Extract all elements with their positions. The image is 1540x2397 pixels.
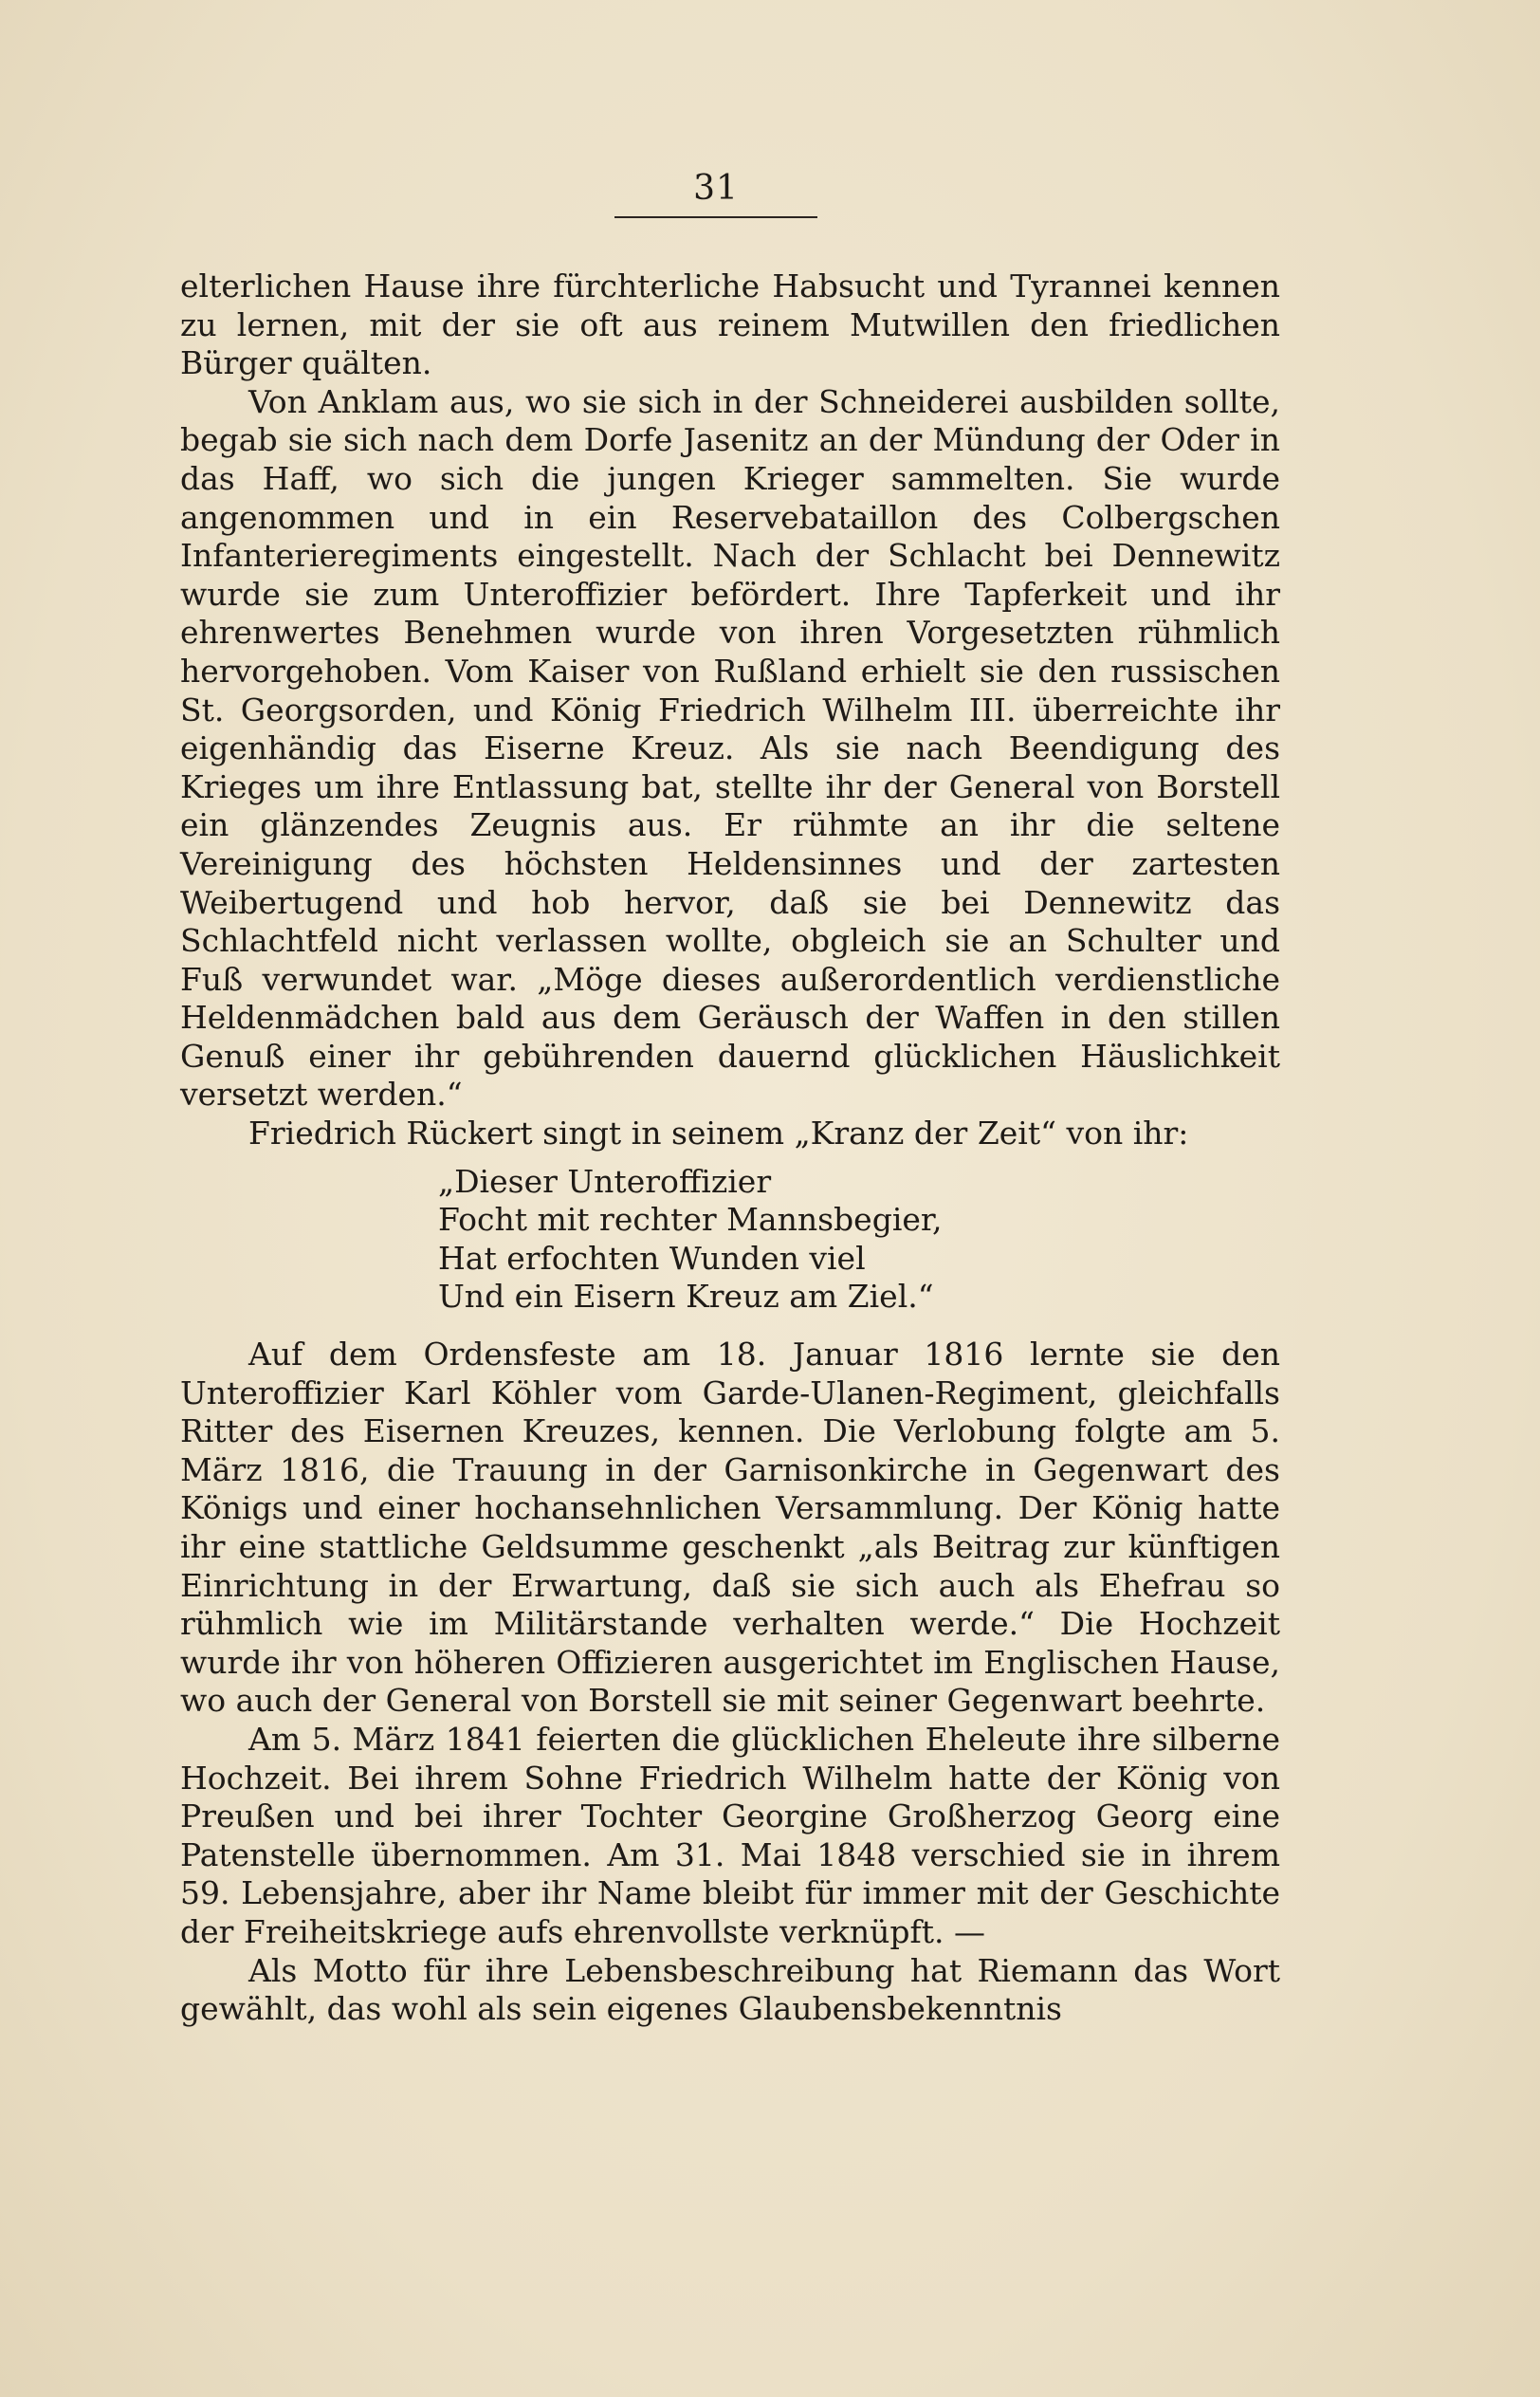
verse-line: Hat erfochten Wunden viel (438, 1239, 866, 1277)
paragraph: Von Anklam aus, wo sie sich in der Schneiderei ausbilden sollte, begab sie sich nach dem Dorfe Jasenitz an der Mündung der Oder in das Haff, wo sich die jungen Krieger sammelten. Sie wurde angenommen und in ein Reservebataillon des Colbergschen Infanterieregiments eingestellt. Nach der Schlacht bei Dennewitz wurde sie zum Unteroffizier befördert. Ihre Tapferkeit und ihr ehrenwertes Benehmen wurde von ihren Vorgesetzten rühmlich hervorgehoben. Vom Kaiser von Rußland erhielt sie den russischen St. Georgsorden, und König Friedrich Wilhelm III. überreichte ihr eigenhändig das Eiserne Kreuz. Als sie nach Beendigung des Krieges um ihre Entlassung bat, stellte ihr der General von Borstell ein glänzendes Zeugnis aus. Er rühmte an ihr die seltene Vereinigung des höchsten Heldensinnes und der zartesten Weibertugend und hob hervor, daß sie bei Dennewitz das Schlachtfeld nicht verlassen wollte, obgleich sie an Schulter und Fuß verwundet war. „Möge dieses außerordentlich verdienstliche Heldenmädchen bald aus dem Geräusch der Waffen in den stillen Genuß einer ihr gebührenden dauernd glücklichen Häuslichkeit versetzt werden.“ (180, 382, 1280, 1114)
verse-quote (438, 1163, 1280, 1317)
paragraph: Auf dem Ordensfeste am 18. Januar 1816 lernte sie den Unteroffizier Karl Köhler vom Garde-Ulanen-Regiment, gleichfalls Ritter des Eisernen Kreuzes, kennen. Die Verlobung folgte am 5. März 1816, die Trauung in der Garnisonkirche in Gegenwart des Königs und einer hochansehnlichen Versammlung. Der König hatte ihr eine stattliche Geldsumme geschenkt „als Beitrag zur künftigen Einrichtung in der Erwartung, daß sie sich auch als Ehefrau so rühmlich wie im Militärstande verhalten werde.“ Die Hochzeit wurde ihr von höheren Offizieren ausgerichtet im Englischen Hause, wo auch der General von Borstell sie mit seiner Gegenwart beehrte. (180, 1336, 1280, 1720)
body-text (180, 267, 1280, 2029)
paragraph: elterlichen Hause ihre fürchterliche Habsucht und Tyrannei kennen zu lernen, mit der sie oft aus reinem Mutwillen den friedlichen Bürger quälten. (180, 267, 1280, 382)
verse-line: Focht mit rechter Mannsbegier, (438, 1201, 943, 1239)
header-rule (614, 216, 817, 218)
page-number: 31 (693, 169, 739, 208)
paragraph: Am 5. März 1841 feierten die glücklichen Eheleute ihre silberne Hochzeit. Bei ihrem Sohne Friedrich Wilhelm hatte der König von Preußen und bei ihrer Tochter Georgine Großherzog Georg eine Patenstelle übernommen. Am 31. Mai 1848 verschied sie in ihrem 59. Lebensjahre, aber ihr Name bleibt für immer mit der Geschichte der Freiheitskriege aufs ehrenvollste verknüpft. — (180, 1720, 1280, 1950)
verse-line: Und ein Eisern Kreuz am Ziel.“ (438, 1278, 934, 1316)
verse-line: „Dieser Unteroffizier (438, 1162, 772, 1200)
paragraph: Friedrich Rückert singt in seinem „Kranz der Zeit“ von ihr: (248, 1115, 1189, 1152)
paragraph: Als Motto für ihre Lebensbeschreibung hat Riemann das Wort gewählt, das wohl als sein eigenes Glaubensbekenntnis (180, 1951, 1280, 2028)
